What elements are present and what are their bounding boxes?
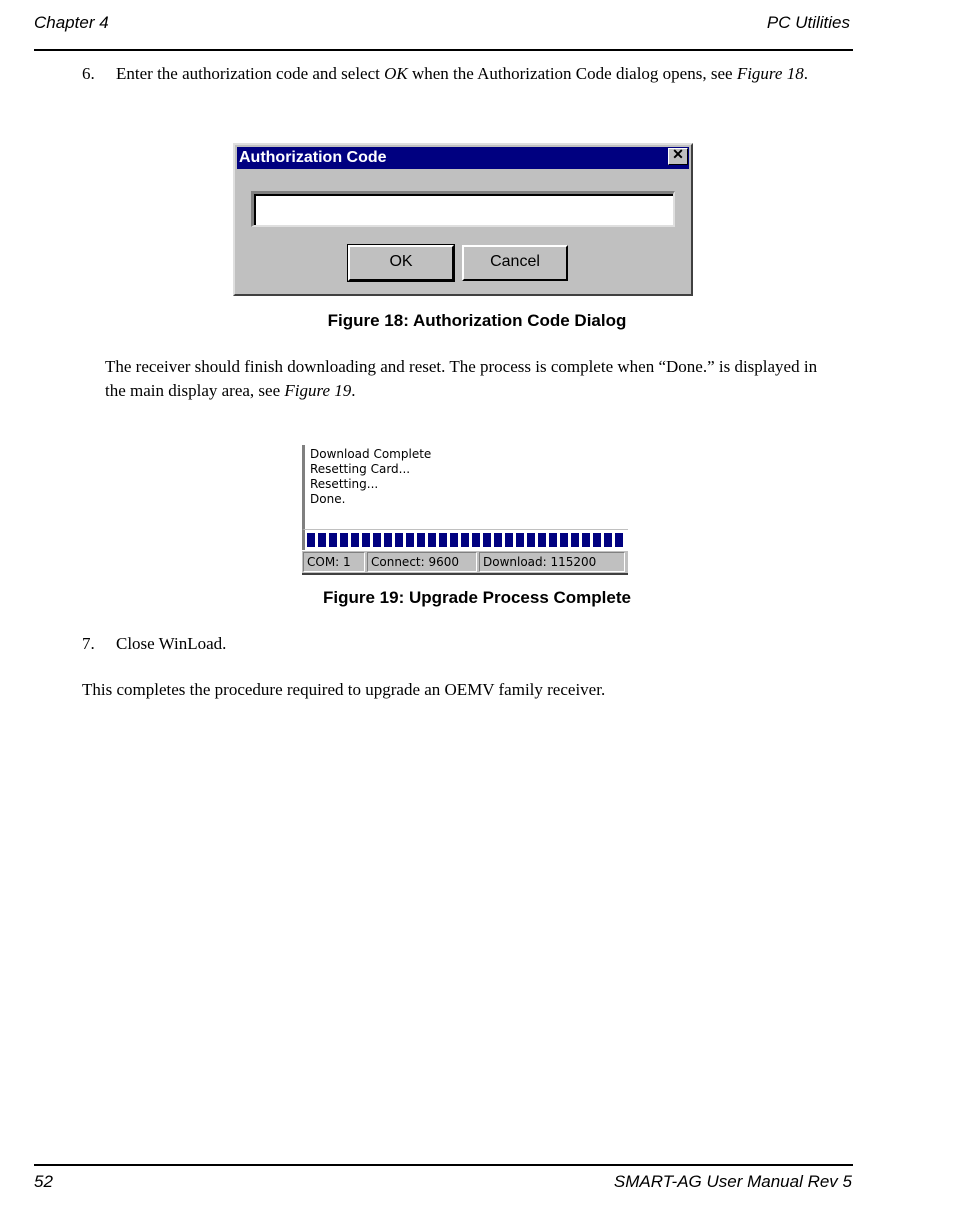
paragraph-reset bbox=[105, 355, 825, 403]
progress-block bbox=[373, 533, 381, 547]
progress-block bbox=[351, 533, 359, 547]
progress-block bbox=[571, 533, 579, 547]
figure-reference: Figure 19 bbox=[284, 381, 352, 400]
main-display-area bbox=[302, 445, 628, 530]
dialog-title: Authorization Code bbox=[239, 149, 387, 166]
status-bar bbox=[302, 551, 628, 575]
footer-rule bbox=[34, 1164, 853, 1166]
step-text-part: . bbox=[803, 64, 808, 83]
log-line: Resetting... bbox=[310, 477, 379, 491]
log-line: Done. bbox=[310, 492, 346, 506]
paragraph-conclusion: This completes the procedure required to upgrade an OEMV family receiver. bbox=[82, 680, 606, 699]
figure-18-caption: Figure 18: Authorization Code Dialog bbox=[327, 311, 627, 330]
progress-block bbox=[329, 533, 337, 547]
progress-block bbox=[395, 533, 403, 547]
figure-19-caption: Figure 19: Upgrade Process Complete bbox=[323, 588, 631, 607]
progress-bar bbox=[302, 530, 628, 550]
progress-block bbox=[549, 533, 557, 547]
progress-block bbox=[318, 533, 326, 547]
progress-block bbox=[505, 533, 513, 547]
progress-block bbox=[615, 533, 623, 547]
dialog-title-bar bbox=[237, 147, 689, 169]
close-icon[interactable]: ✕ bbox=[668, 148, 688, 165]
status-com: COM: 1 bbox=[303, 552, 365, 572]
progress-block bbox=[538, 533, 546, 547]
step-number: 7. bbox=[82, 634, 95, 653]
step-text-part: Enter the authorization code and select bbox=[116, 64, 385, 83]
progress-block bbox=[483, 533, 491, 547]
header-section: PC Utilities bbox=[766, 13, 850, 32]
paragraph-text: The receiver should finish downloading and reset. The process is complete when “Done.” is displayed in the main display area, see bbox=[105, 357, 818, 400]
progress-block bbox=[428, 533, 436, 547]
upgrade-panel bbox=[302, 445, 628, 577]
progress-block bbox=[560, 533, 568, 547]
progress-block bbox=[307, 533, 315, 547]
progress-block bbox=[439, 533, 447, 547]
log-line: Download Complete bbox=[310, 447, 432, 461]
progress-fill bbox=[307, 533, 628, 547]
step-text: Close WinLoad. bbox=[116, 634, 227, 653]
ok-emphasis: OK bbox=[384, 64, 408, 83]
step-text bbox=[116, 62, 816, 86]
progress-block bbox=[461, 533, 469, 547]
progress-block bbox=[417, 533, 425, 547]
progress-block bbox=[384, 533, 392, 547]
page-number: 52 bbox=[34, 1172, 53, 1191]
footer-title: SMART-AG User Manual Rev 5 bbox=[613, 1172, 852, 1191]
status-connect: Connect: 9600 bbox=[367, 552, 477, 572]
authorization-code-input[interactable] bbox=[251, 191, 675, 227]
progress-block bbox=[472, 533, 480, 547]
paragraph-text: . bbox=[351, 381, 356, 400]
progress-block bbox=[582, 533, 590, 547]
progress-block bbox=[340, 533, 348, 547]
progress-block bbox=[593, 533, 601, 547]
progress-block bbox=[516, 533, 524, 547]
step-number: 6. bbox=[82, 64, 95, 83]
step-text-part: when the Authorization Code dialog opens, see bbox=[407, 64, 737, 83]
authorization-code-dialog bbox=[233, 143, 693, 296]
progress-block bbox=[406, 533, 414, 547]
figure-reference: Figure 18 bbox=[736, 64, 804, 83]
progress-block bbox=[494, 533, 502, 547]
progress-block bbox=[604, 533, 612, 547]
cancel-button[interactable]: Cancel bbox=[462, 245, 568, 281]
progress-block bbox=[527, 533, 535, 547]
header-rule bbox=[34, 49, 853, 51]
ok-button[interactable]: OK bbox=[348, 245, 454, 281]
status-download: Download: 115200 bbox=[479, 552, 625, 572]
header-chapter: Chapter 4 bbox=[34, 13, 109, 32]
log-line: Resetting Card... bbox=[310, 462, 411, 476]
progress-block bbox=[450, 533, 458, 547]
progress-block bbox=[362, 533, 370, 547]
